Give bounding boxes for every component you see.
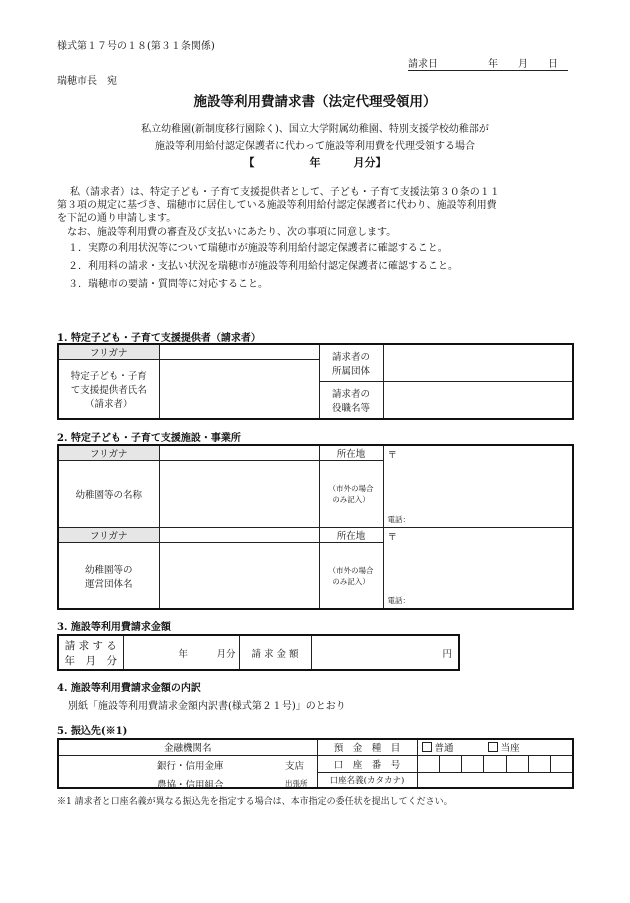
deposit-type-options (417, 739, 573, 755)
account-digit[interactable] (528, 755, 550, 772)
facility-address-field[interactable] (383, 445, 573, 528)
operator-address-label: 所在地 (319, 528, 383, 543)
operator-furigana-label: フリガナ (58, 528, 159, 543)
operator-name-field[interactable] (159, 543, 319, 610)
section-4-heading: 4. 施設等利用費請求金額の内訳 (57, 683, 201, 694)
section-1-heading: 1. 特定子ども・子育て支援提供者（請求者） (57, 333, 261, 344)
facility-name-field[interactable] (159, 461, 319, 528)
facility-table (57, 444, 574, 610)
consent-item-1: １．実際の利用状況等について瑞穂市が施設等利用給付認定保護者に確認すること。 (68, 243, 448, 254)
body-para-line-1: 私（請求者）は、特定子ども・子育て支援提供者として、子ども・子育て支援法第３０条の１１ (70, 187, 500, 198)
bank-label: 銀行・信用金庫 (157, 760, 224, 772)
outside-city-note: （市外の場合 のみ記入） (319, 461, 383, 528)
body-para-line-2: 第３項の規定に基づき、瑞穂市に居住している施設等利用給付認定保護者に代わり、施設等利用費 (57, 200, 497, 211)
subtitle-line-2: 施設等利用給付認定保護者に代わって施設等利用費を代理受領する場合 (155, 141, 475, 152)
facility-furigana-field[interactable] (159, 445, 319, 461)
account-name-label: 口座名義(カタカナ) (317, 772, 417, 788)
footnote: ※1 請求者と口座名義が異なる振込先を指定する場合は、本市指定の委任状を提出してください。 (57, 797, 453, 807)
title-label: 請求者の 役職名等 (319, 382, 383, 420)
current-checkbox[interactable]: 当座 (488, 743, 520, 754)
account-digit[interactable] (506, 755, 528, 772)
requester-title-field[interactable] (383, 382, 573, 420)
branch-label: 支店 (285, 760, 305, 772)
facility-name-label: 幼稚園等の名称 (58, 461, 159, 528)
section-2-heading: 2. 特定子ども・子育て支援施設・事業所 (57, 433, 241, 444)
requester-furigana-field[interactable] (159, 344, 319, 360)
outside-city-note: （市外の場合 のみ記入） (319, 543, 383, 610)
facility-furigana-label: フリガナ (58, 445, 159, 461)
consent-item-3: ３．瑞穂市の要請・質問等に対応すること。 (68, 279, 268, 290)
requester-org-field[interactable] (383, 344, 573, 382)
postal-mark: 〒 (387, 450, 398, 461)
operator-address-field[interactable] (383, 528, 573, 610)
account-number-label: 口 座 番 号 (317, 755, 417, 772)
form-number: 様式第１７号の１８(第３１条関係) (57, 41, 215, 52)
account-digit[interactable] (462, 755, 484, 772)
requester-table (57, 343, 574, 420)
billing-period[interactable]: 【 年 月分】 (243, 156, 387, 169)
account-digit[interactable] (417, 755, 439, 772)
coop-label: 農協・信用組合 (157, 779, 224, 791)
body-para-line-3: を下記の通り申請します。 (57, 213, 177, 224)
amount-table (57, 634, 460, 671)
operator-furigana-field[interactable] (159, 528, 319, 543)
breakdown-reference: 別紙「施設等利用費請求金額内訳書(様式第２１号)」のとおり (68, 701, 346, 712)
operator-phone-label: 電話： (387, 596, 410, 605)
deposit-type-label: 預 金 種 目 (317, 739, 417, 755)
requester-name-field[interactable] (159, 360, 319, 420)
institution-label: 金融機関名 (58, 739, 317, 755)
section-3-heading: 3. 施設等利用費請求金額 (57, 622, 171, 633)
bank-table (57, 738, 574, 789)
facility-address-label: 所在地 (319, 445, 383, 461)
ordinary-checkbox[interactable]: 普通 (422, 743, 454, 754)
document-title: 施設等利用費請求書（法定代理受領用） (193, 94, 437, 110)
institution-field[interactable] (58, 755, 317, 791)
postal-mark: 〒 (387, 532, 398, 543)
subtitle-line-1: 私立幼稚園(新制度移行園除く)、国立大学附属幼稚園、特別支援学校幼稚部が (141, 124, 489, 135)
consent-item-2: ２．利用料の請求・支払い状況を瑞穂市が施設等利用給付認定保護者に確認すること。 (68, 261, 458, 272)
furigana-label: フリガナ (58, 344, 159, 360)
period-field[interactable]: 年 月分 (123, 635, 239, 670)
requester-name-label: 特定子ども・子育 て支援提供者氏名 （請求者） (58, 360, 159, 420)
account-digit[interactable] (551, 755, 573, 772)
amount-label: 請 求 金 額 (239, 635, 311, 670)
facility-phone-label: 電話： (387, 515, 410, 524)
section-5-heading: 5. 振込先(※1) (57, 726, 128, 737)
org-label: 請求者の 所属団体 (319, 344, 383, 382)
operator-name-label: 幼稚園等の 運営団体名 (58, 543, 159, 610)
addressee: 瑞穂市長 宛 (57, 76, 117, 87)
account-name-field[interactable] (417, 772, 573, 788)
account-digit[interactable] (484, 755, 506, 772)
request-date[interactable]: 請求日 年 月 日 (408, 55, 568, 71)
account-digit[interactable] (439, 755, 461, 772)
sub-office-label: 出張所 (285, 778, 308, 788)
amount-field[interactable]: 円 (311, 635, 459, 670)
period-label: 請 求 す る 年 月 分 (58, 635, 123, 670)
consent-intro: なお、施設等利用費の審査及び支払いにあたり、次の事項に同意します。 (57, 227, 397, 238)
